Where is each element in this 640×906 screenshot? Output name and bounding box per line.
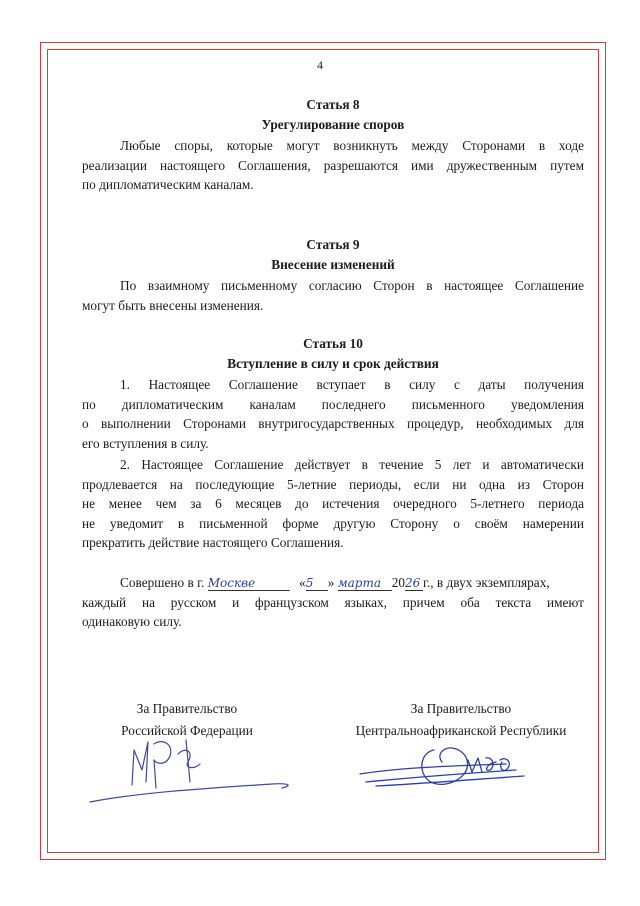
article-10-paragraph-1 bbox=[82, 375, 584, 453]
text-line: не уведомит в письменной форме другую Сторону о своём намерении bbox=[82, 515, 584, 531]
text-line: 2. Настоящее Соглашение действует в течение 5 лет и автоматически bbox=[120, 457, 584, 472]
text-line: продлевается на последующие 5-летние периоды, если ни одна из Сторон bbox=[82, 476, 584, 492]
page-number: 4 bbox=[317, 58, 323, 72]
signatory-right-line-2: Центральноафриканской Республики bbox=[355, 723, 567, 738]
text-line: о выполнении Сторонами внутригосударственных процедур, необходимых для bbox=[82, 416, 584, 431]
article-8-subtitle: Урегулирование споров bbox=[261, 117, 405, 132]
city-blank bbox=[208, 575, 290, 591]
handwritten-day: 5 bbox=[305, 576, 314, 590]
closing-line-2: каждый на русском и французском языках, причем оба текста имеют bbox=[82, 594, 584, 610]
article-10-subtitle: Вступление в силу и срок действия bbox=[227, 356, 439, 371]
closing-prefix: Совершено в г. bbox=[120, 575, 205, 590]
month-blank bbox=[338, 575, 392, 591]
text-line: реализации настоящего Соглашения, разрешаются ими дружественным путем bbox=[82, 157, 584, 173]
handwritten-month: марта bbox=[337, 576, 382, 590]
text-line: не менее чем за 6 месяцев до истечения очередного 5-летнего периода bbox=[82, 496, 584, 511]
year-prefix: 20 bbox=[391, 575, 405, 590]
day-blank bbox=[306, 575, 328, 591]
year-blank bbox=[405, 575, 423, 591]
closing-line-1 bbox=[82, 573, 584, 593]
text-line: могут быть внесены изменения. bbox=[82, 297, 264, 313]
text-line: По взаимному письменному согласию Сторон в настоящее Соглашение bbox=[120, 278, 584, 293]
signatory-left-line-1: За Правительство bbox=[136, 701, 238, 716]
text-line: по дипломатическим каналам последнего письменного уведомления bbox=[82, 396, 584, 412]
signatory-right-line-1: За Правительство bbox=[410, 701, 512, 716]
text-line: его вступления в силу. bbox=[82, 435, 209, 451]
signatory-right bbox=[336, 698, 586, 742]
quote-close: » bbox=[327, 575, 335, 590]
text-line: Любые споры, которые могут возникнуть между Сторонами в ходе bbox=[120, 138, 584, 153]
article-10-title: Статья 10 bbox=[303, 336, 363, 351]
article-9-subtitle: Внесение изменений bbox=[271, 257, 395, 272]
article-8-paragraph bbox=[82, 136, 584, 195]
article-9-title: Статья 9 bbox=[306, 237, 360, 252]
signature-left bbox=[82, 730, 312, 820]
quote-open: « bbox=[299, 575, 306, 590]
text-line: по дипломатическим каналам. bbox=[82, 177, 254, 192]
closing-paragraph bbox=[82, 573, 584, 632]
closing-line-3: одинаковую силу. bbox=[82, 614, 182, 629]
closing-suffix: г., в двух экземплярах, bbox=[422, 575, 550, 590]
article-9-paragraph bbox=[82, 276, 584, 315]
signature-right bbox=[356, 738, 536, 798]
text-line: прекратить действие настоящего Соглашения. bbox=[82, 535, 344, 550]
signatory-left-line-2: Российской Федерации bbox=[121, 723, 253, 738]
handwritten-city: Москве bbox=[207, 576, 256, 590]
article-10-paragraph-2 bbox=[82, 455, 584, 553]
text-line: 1. Настоящее Соглашение вступает в силу с даты получения bbox=[120, 377, 584, 392]
article-8-title: Статья 8 bbox=[306, 97, 360, 112]
handwritten-year: 26 bbox=[404, 576, 421, 590]
